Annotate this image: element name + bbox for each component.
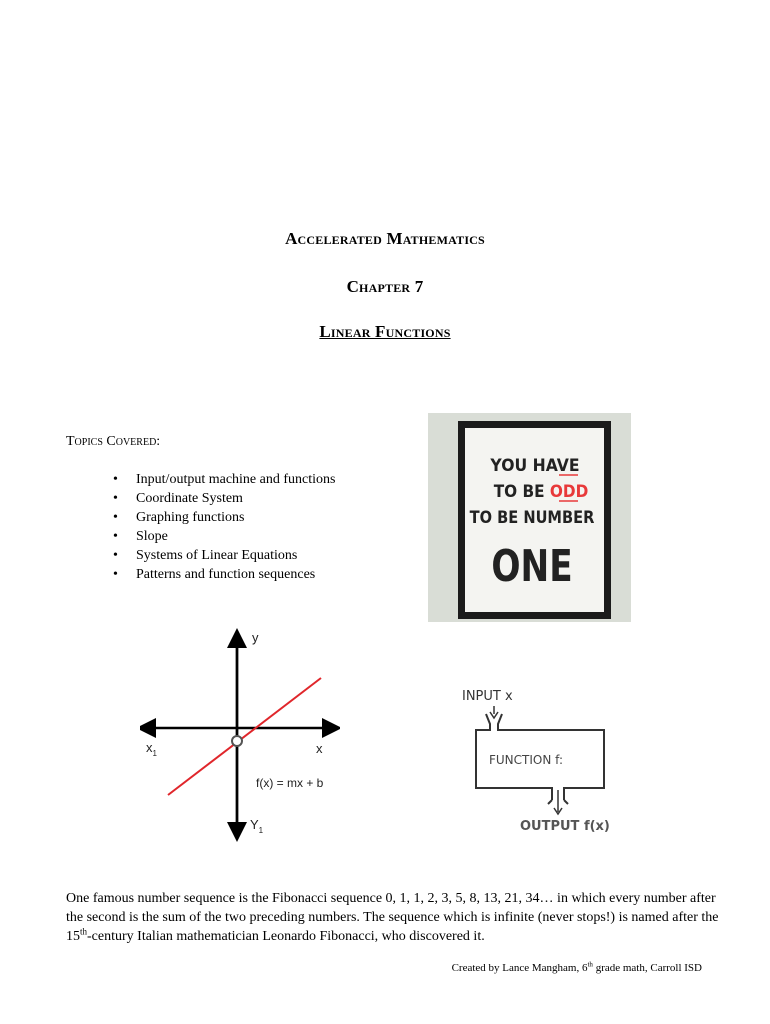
topic-item: • Patterns and function sequences xyxy=(104,565,335,584)
topics-heading: Topics Covered: xyxy=(66,434,161,449)
function-machine-diagram xyxy=(452,684,622,834)
chapter-title: Linear Functions xyxy=(319,322,451,341)
function-label: FUNCTION f: xyxy=(489,753,563,767)
y1-label: $Y_1$ xyxy=(250,817,264,835)
fibonacci-paragraph: One famous number sequence is the Fibonacci sequence 0, 1, 1, 2, 3, 5, 8, 13, 21, 34… in which every number after the second is the sum of the two preceding numbers. The sequence which is infinite (never stops!) is named after the 15th-century Italian mathematician Leonardo Fibonacci, who discovered it. xyxy=(66,891,719,944)
poster-line-2: TO BE ODD xyxy=(493,481,589,502)
y-axis-label: y xyxy=(252,630,259,645)
output-label: OUTPUT f(x) xyxy=(520,819,610,834)
linear-function-graph xyxy=(140,624,340,844)
input-label: INPUT x xyxy=(462,689,513,704)
poster-line-3: TO BE NUMBER xyxy=(469,506,595,528)
topics-list xyxy=(104,470,335,584)
x-axis-label: x xyxy=(316,741,323,756)
document-title: Accelerated Mathematics xyxy=(285,229,485,248)
equation-label: f(x) = mx + b xyxy=(256,776,324,790)
poster-line-1: YOU HAVE xyxy=(490,455,580,476)
x1-label: $x_1$ xyxy=(146,740,157,758)
topic-item: • Systems of Linear Equations xyxy=(104,546,335,565)
topic-item: • Coordinate System xyxy=(104,489,335,508)
topic-item: • Slope xyxy=(104,527,335,546)
motivational-poster-image xyxy=(428,413,631,622)
footer-credit: Created by Lance Mangham, 6th grade math, Carroll ISD xyxy=(451,960,702,974)
intercept-point xyxy=(232,736,242,746)
topic-item: • Input/output machine and functions xyxy=(104,470,335,489)
poster-line-4: ONE xyxy=(491,540,573,593)
topic-item: • Graphing functions xyxy=(104,508,335,527)
chapter-number: Chapter 7 xyxy=(346,277,424,296)
